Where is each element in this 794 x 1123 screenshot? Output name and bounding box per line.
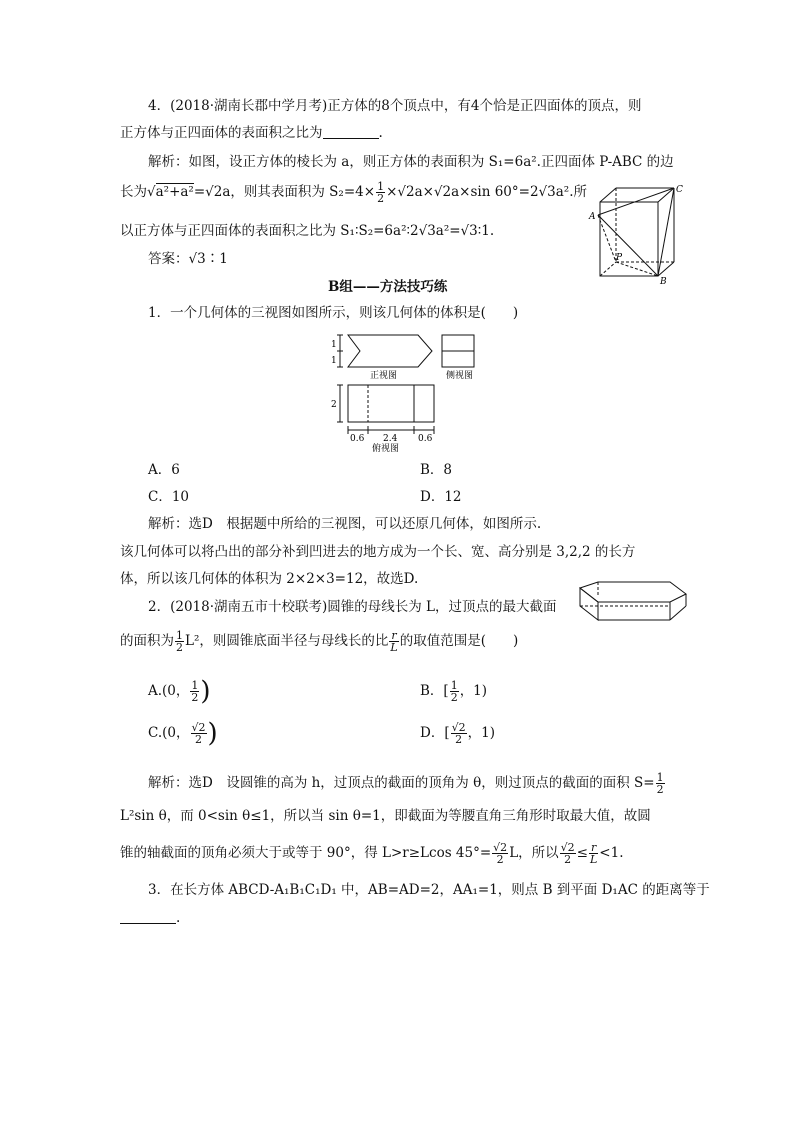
label-c: C	[676, 185, 683, 195]
q2-option-d: D．[ $\frac{√2}{2}$ ，1)	[420, 721, 495, 746]
prism-figure	[578, 580, 688, 624]
q2-stem-line1: 2．(2018·湖南五市十校联考)圆锥的母线长为 L，过顶点的最大截面	[148, 599, 557, 615]
section-heading: B组——方法技巧练	[328, 279, 448, 295]
q2-option-c: C.(0， $\frac{√2}{2}$ )	[148, 718, 218, 749]
q1-option-a: A．6	[148, 462, 180, 478]
q3-stem-line1: 3．在长方体 ABCD-A₁B₁C₁D₁ 中，AB=AD=2，AA₁=1，则点 B 到平面 D₁AC 的距离等于	[148, 882, 710, 898]
q4-solution-line2: 长为√a²+a²=√2a，则其表面积为 S₂=4× $\frac{1}{2}$ ×√2a×√2a×sin 60°=2√3a².所	[120, 180, 587, 205]
dim-2: 2	[331, 400, 337, 410]
q4-solution-line1: 解析：如图，设正方体的棱长为 a，则正方体的表面积为 S₁=6a².正四面体 P-ABC 的边	[148, 154, 674, 170]
q2-option-b: B．[ $\frac{1}{2}$ ，1)	[420, 679, 488, 704]
q4-solution-line3: 以正方体与正四面体的表面积之比为 S₁∶S₂=6a²∶2√3a²=√3∶1.	[120, 223, 495, 239]
q1-option-c: C．10	[148, 489, 190, 505]
q2-solution-line1: 解析：选D 设圆锥的高为 h，过顶点的截面的顶角为 θ，则过顶点的截面的面积 S= $\frac{1}{2}$	[148, 771, 664, 796]
label-b: B	[660, 277, 667, 287]
q1-option-b: B．8	[420, 462, 453, 478]
answer-blank	[120, 909, 176, 924]
dim-2.4: 2.4	[383, 434, 398, 444]
dim-0.6-left: 0.6	[350, 434, 365, 444]
q1-solution-line2: 该几何体可以将凸出的部分补到凹进去的地方成为一个长、宽、高分别是 3,2,2 的长方	[120, 544, 636, 560]
q4-answer: 答案：√3∶1	[148, 251, 228, 267]
q2-solution-line3: 锥的轴截面的顶角必须大于或等于 90°，得 L>r≥Lcos 45°= $\frac{√2}{2}$ L，所以 $\frac{√2}{2}$ ≤ $\frac{r}{L}$ <1.	[120, 841, 624, 866]
q4-stem-line2: 正方体与正四面体的表面积之比为 .	[120, 125, 383, 141]
q2-stem-line2: 的面积为 $\frac{1}{2}$ L²，则圆锥底面半径与母线长的比 $\frac{r}{L}$ 的取值范围是( )	[120, 629, 519, 654]
q1-solution-line1: 解析：选D 根据题中所给的三视图，可以还原几何体，如图所示.	[148, 516, 542, 532]
answer-blank	[323, 124, 379, 139]
dim-0.6-right: 0.6	[418, 434, 433, 444]
q1-stem: 1．一个几何体的三视图如图所示，则该几何体的体积是( )	[148, 305, 519, 321]
label-a: A	[589, 212, 596, 222]
q1-option-d: D．12	[420, 489, 462, 505]
q3-stem-line2: .	[120, 908, 180, 928]
top-view-caption: 俯视图	[372, 444, 400, 454]
q2-solution-line2: L²sin θ，而 0<sin θ≤1，所以当 sin θ=1，即截面为等腰直角三角形时取最大值，故圆	[120, 808, 651, 824]
q1-solution-line3: 体，所以该几何体的体积为 2×2×3=12，故选D.	[120, 571, 419, 587]
label-p: P	[616, 253, 623, 263]
q2-option-a: A.(0， $\frac{1}{2}$ )	[148, 676, 211, 707]
cube-figure	[588, 180, 683, 287]
front-view-caption: 正视图	[370, 371, 398, 381]
q4-stem-line1: 4．(2018·湖南长郡中学月考)正方体的8个顶点中，有4个恰是正四面体的顶点，则	[148, 98, 642, 114]
dim-1-bottom: 1	[331, 356, 337, 366]
side-view-caption: 侧视图	[446, 371, 474, 381]
dim-1-top: 1	[331, 340, 337, 350]
three-view-figure	[328, 330, 478, 452]
